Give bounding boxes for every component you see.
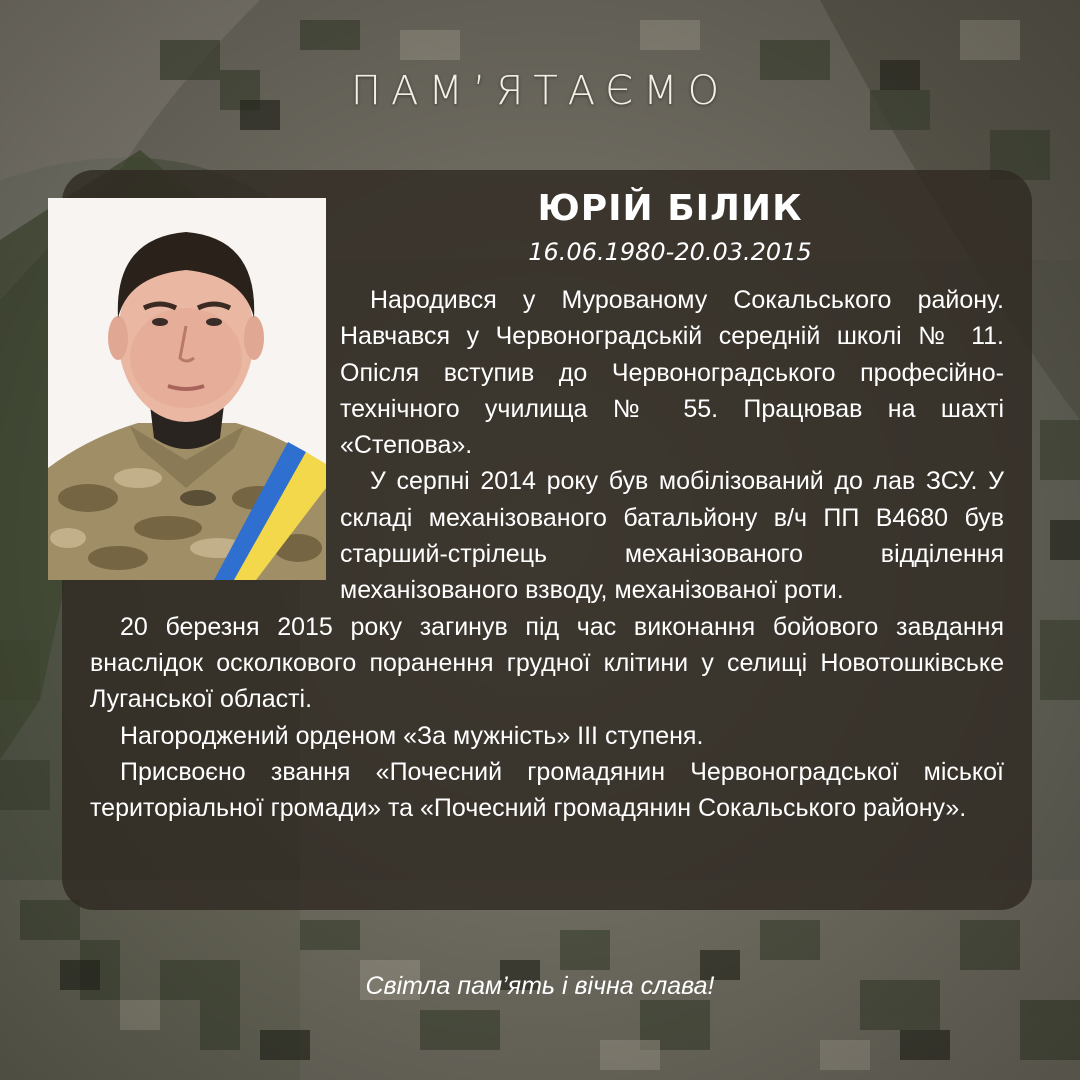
bio-paragraph: Присвоєно звання «Почесний громадянин Червоноградської міської територіальної громади» та «Почесний громадянин Сокальського району». [90,757,1004,823]
bio-paragraph: Народився у Мурованому Сокальського району. Навчався у Червоноградській середній школі № 11. Опісля вступив до Червоноградського професійно-технічного училища № 55. Працював на шахті «Степова». [340,286,1004,460]
memorial-footer: Світла пам’ять і вічна слава! [365,972,715,1000]
bio-paragraph: У серпні 2014 року був мобілізований до лав ЗСУ. У складі механізованого батальйону в/ч ПП В4680 був старший-стрілець механізованого відділення механізованого взводу, механізованої роти. [340,467,1004,605]
bio-paragraph: Нагороджений орденом «За мужність» ІІІ ступеня. [120,721,704,750]
person-name: ЮРІЙ БІЛИК [537,188,803,229]
life-dates: 16.06.1980-20.03.2015 [528,238,812,266]
bio-paragraph: 20 березня 2015 року загинув під час виконання бойового завдання внаслідок осколкового поранення грудної клітини у селищі Новотошківське Луганської області. [90,612,1004,714]
page-heading: ПАМ’ЯТАЄМО [350,68,730,114]
biography-text [90,282,1004,826]
